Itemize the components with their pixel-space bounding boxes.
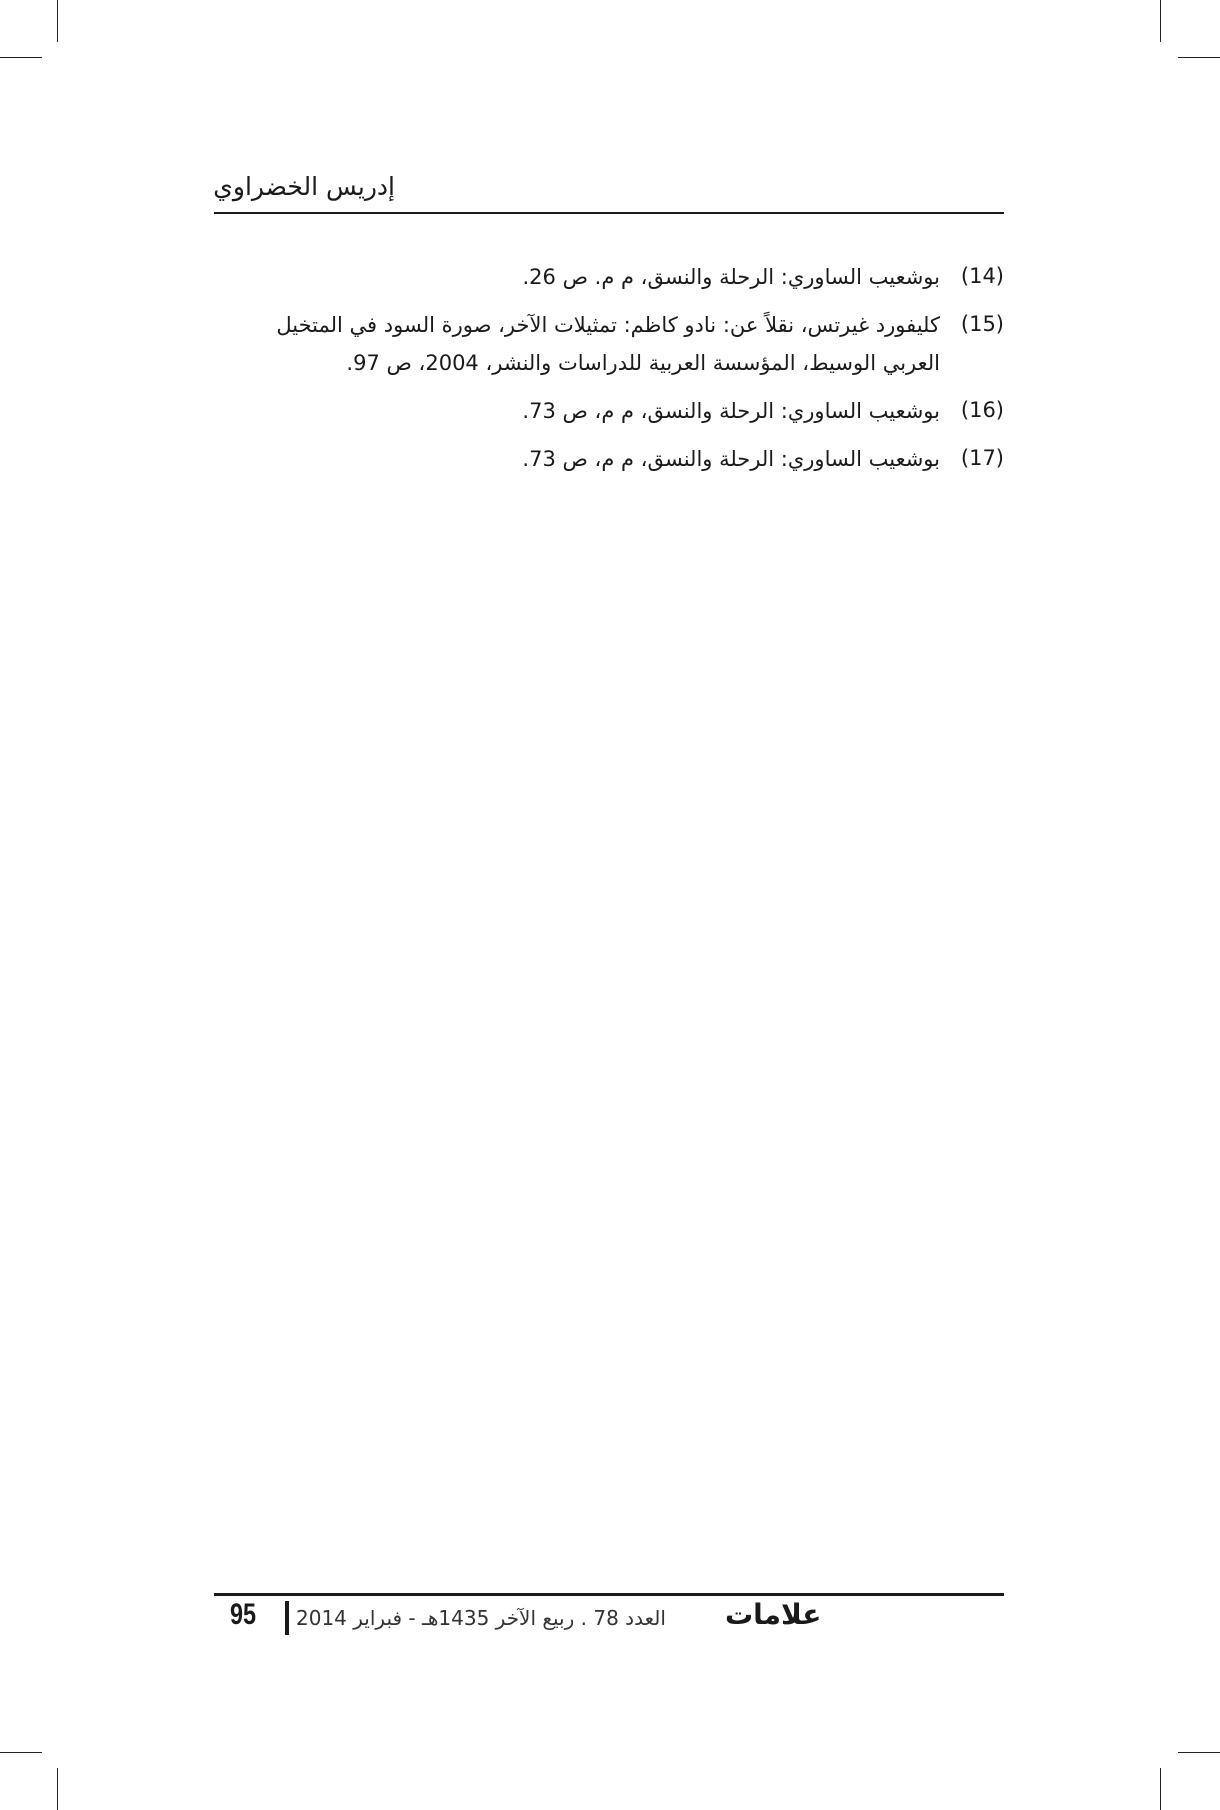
crop-mark bbox=[1160, 1768, 1161, 1810]
crop-mark bbox=[1178, 1752, 1220, 1753]
crop-mark bbox=[1178, 57, 1220, 58]
footer-separator bbox=[285, 1601, 289, 1635]
endnote bbox=[214, 306, 1004, 382]
running-header-author: إدريس الخضراوي bbox=[213, 172, 395, 201]
endnote-text: كليفورد غيرتس، نقلاً عن: نادو كاظم: تمثيلات الآخر، صورة السود في المتخيل العربي الوسيط، المؤسسة العربية للدراسات والنشر، 2004، ص 97. bbox=[276, 313, 940, 375]
endnote bbox=[214, 392, 1004, 430]
header-rule bbox=[214, 212, 1004, 214]
footer-rule bbox=[214, 1593, 1004, 1596]
endnotes-list bbox=[214, 258, 1004, 488]
endnote-number: (15) bbox=[960, 312, 1004, 336]
endnote-text: بوشعيب الساوري: الرحلة والنسق، م م، ص 73. bbox=[522, 399, 940, 423]
issue-info: العدد 78 . ربيع الآخر 1435هـ - فبراير 2014 bbox=[296, 1606, 666, 1630]
endnote-number: (14) bbox=[960, 264, 1004, 288]
endnote-number: (17) bbox=[960, 446, 1004, 470]
endnote bbox=[214, 440, 1004, 478]
journal-logo: علامات bbox=[725, 1598, 822, 1631]
crop-mark bbox=[0, 57, 42, 58]
crop-mark bbox=[0, 1752, 42, 1753]
endnote-text: بوشعيب الساوري: الرحلة والنسق، م م، ص 73. bbox=[522, 447, 940, 471]
crop-mark bbox=[1160, 0, 1161, 42]
crop-mark bbox=[57, 1768, 58, 1810]
endnote bbox=[214, 258, 1004, 296]
page-number: 95 bbox=[230, 1598, 257, 1631]
endnote-text: بوشعيب الساوري: الرحلة والنسق، م م. ص 26. bbox=[522, 265, 940, 289]
crop-mark bbox=[57, 0, 58, 42]
endnote-number: (16) bbox=[960, 398, 1004, 422]
